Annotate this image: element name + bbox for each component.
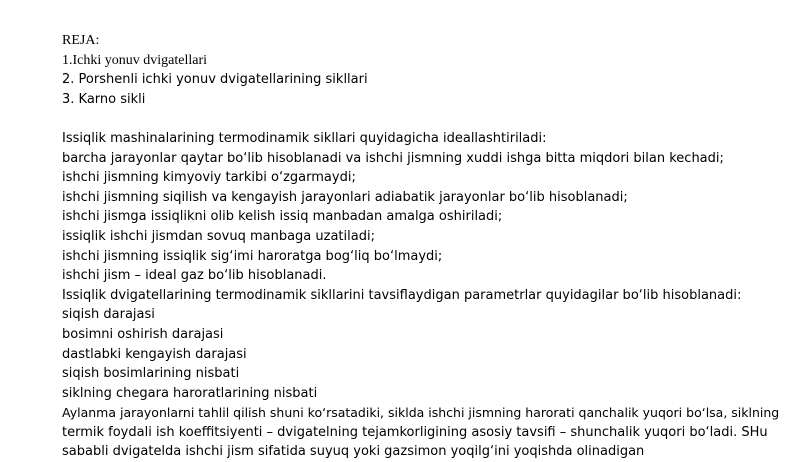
text-line: Aylanma jarayonlarni tahlil qilish shuni ko‘rsatadiki, siklda ishchi jismning harorati qanchalik yuqori bo‘lsa, siklning bbox=[62, 405, 780, 421]
text-line: issiqlik ishchi jismdan sovuq manbaga uzatiladi; bbox=[62, 228, 375, 244]
text-line: ishchi jismning siqilish va kengayish jarayonlari adiabatik jarayonlar bo‘lib hisoblanadi; bbox=[62, 189, 628, 205]
text-line: sababli dvigatelda ishchi jism sifatida suyuq yoki gazsimon yoqilg‘ini yoqishda olinadigan bbox=[62, 444, 645, 460]
text-line: Issiqlik mashinalarining termodinamik sikllari quyidagicha ideallashtiriladi: bbox=[62, 130, 547, 146]
text-line: ishchi jismning kimyoviy tarkibi o‘zgarmaydi; bbox=[62, 170, 356, 186]
text-line: siqish bosimlarining nisbati bbox=[62, 366, 240, 382]
text-line: ishchi jismning issiqlik sig‘imi haroratga bog‘liq bo‘lmaydi; bbox=[62, 248, 443, 264]
text-line: dastlabki kengayish darajasi bbox=[62, 346, 247, 362]
text-line: siklning chegara haroratlarining nisbati bbox=[62, 385, 318, 401]
text-line: ishchi jism – ideal gaz bo‘lib hisoblanadi. bbox=[62, 268, 327, 284]
slide-text bbox=[62, 31, 782, 462]
text-line: siqish darajasi bbox=[62, 307, 155, 323]
paragraph-gap bbox=[62, 109, 782, 129]
text-line: termik foydali ish koeffitsiyenti – dvigatelning tejamkorligining asosiy tavsifi – shunchalik yuqori bo‘ladi. SHu bbox=[62, 424, 768, 440]
text-line: ishchi jismga issiqlikni olib kelish issiq manbadan amalga oshiriladi; bbox=[62, 209, 503, 225]
plan-item-1: 1.Ichki yonuv dvigatellari bbox=[62, 52, 208, 68]
text-line: Issiqlik dvigatellarining termodinamik sikllarini tavsiflaydigan parametrlar quyidagilar bo‘lib hisoblanadi: bbox=[62, 287, 742, 303]
plan-heading: REJA: bbox=[62, 33, 100, 48]
text-line: barcha jarayonlar qaytar bo‘lib hisoblanadi va ishchi jismning xuddi ishga bitta miqdori bilan kechadi; bbox=[62, 150, 724, 166]
plan-item-3: 3. Karno sikli bbox=[62, 91, 146, 107]
plan-item-2: 2. Porshenli ichki yonuv dvigatellarining sikllari bbox=[62, 72, 368, 88]
text-line: bosimni oshirish darajasi bbox=[62, 326, 224, 342]
